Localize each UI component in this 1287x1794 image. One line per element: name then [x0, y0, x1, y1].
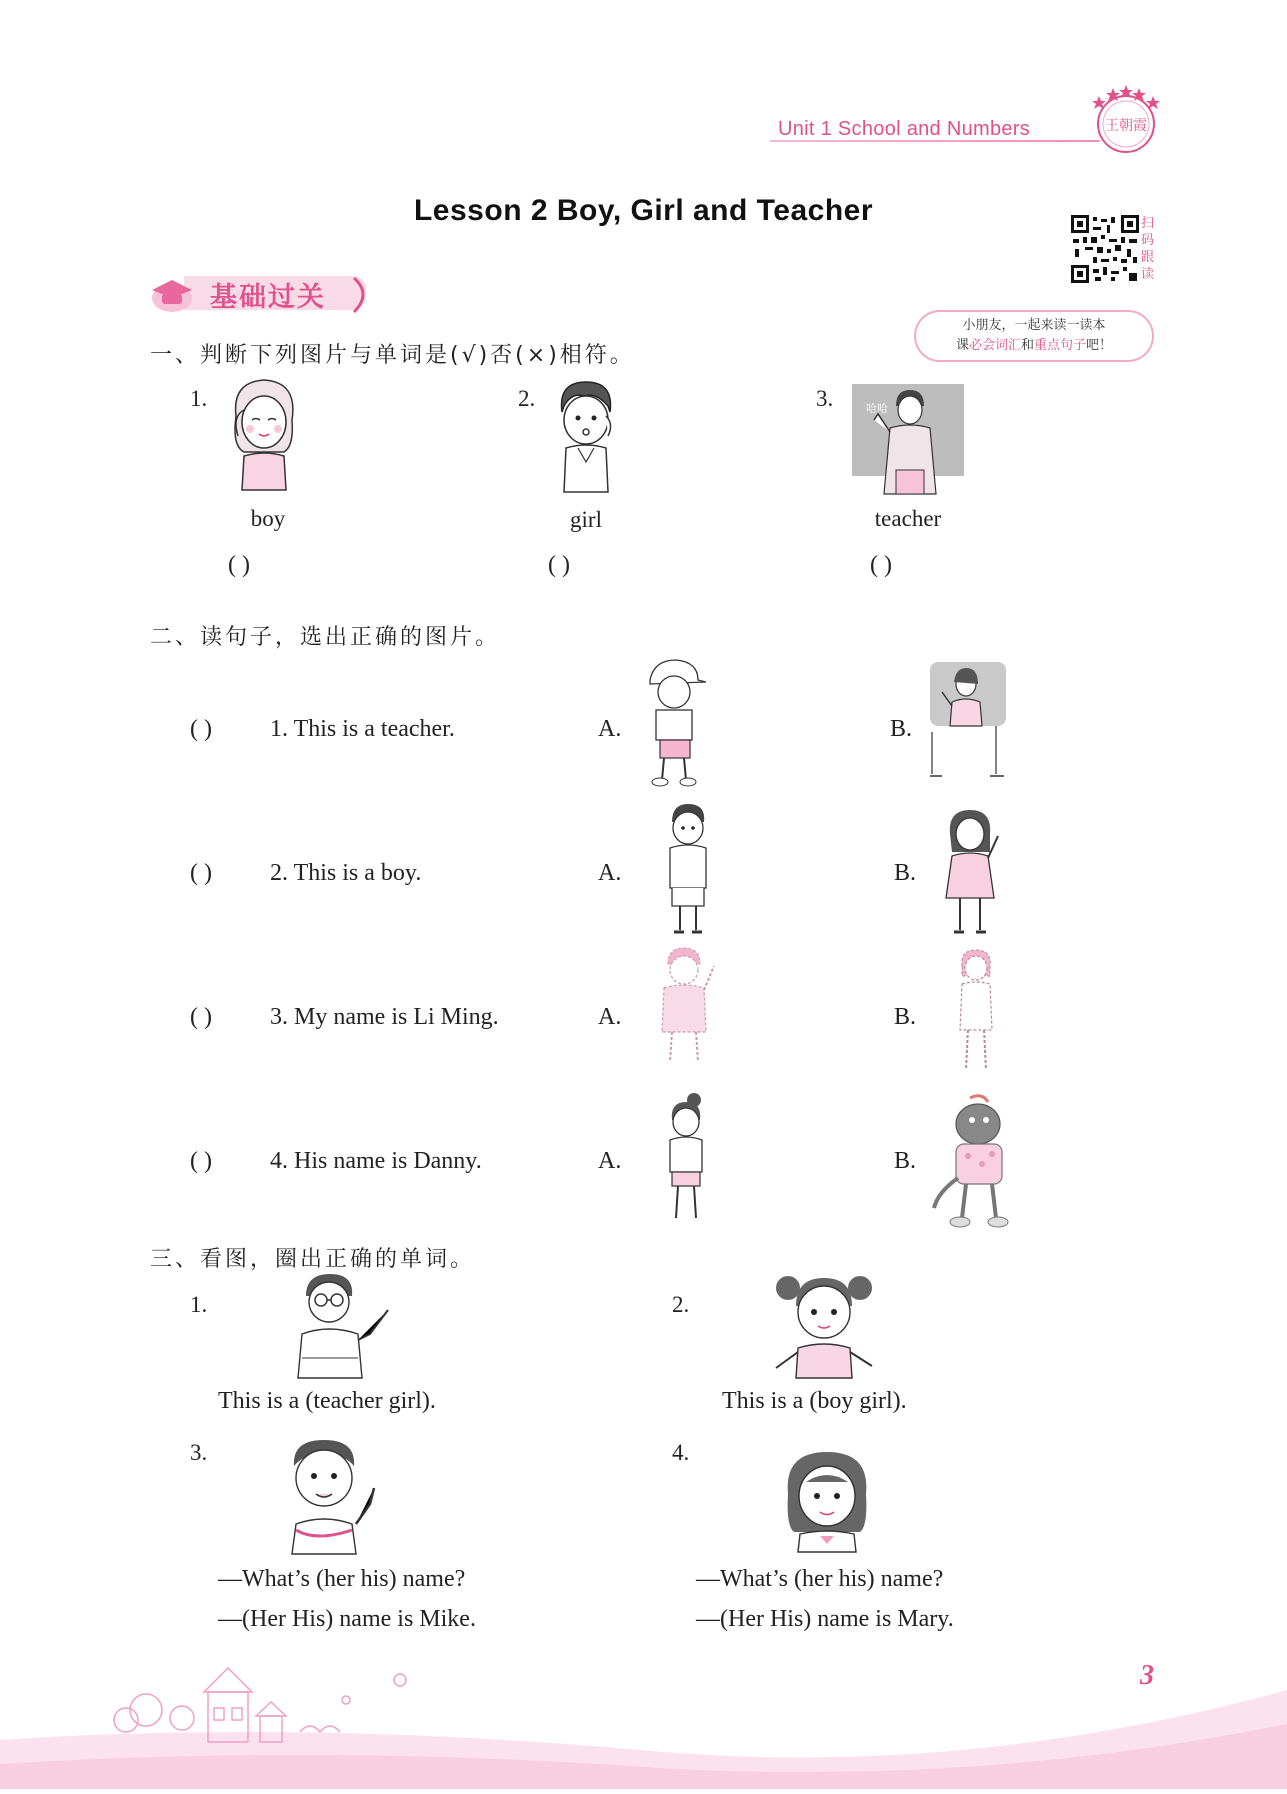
- part2-item4-option-b[interactable]: B.: [894, 1148, 917, 1174]
- part3-item1-sentence[interactable]: This is a (teacher girl).: [218, 1388, 436, 1414]
- part1-item2-word: girl: [570, 507, 602, 532]
- girl-picture: [226, 376, 302, 492]
- part3-item4-number: 4.: [672, 1440, 690, 1465]
- part1-item3-number: 3.: [816, 386, 834, 411]
- part2-item1-answer[interactable]: ( ): [190, 716, 212, 742]
- part2-item3-sentence: 3. My name is Li Ming.: [270, 1004, 499, 1030]
- publisher-logo: [1085, 80, 1167, 156]
- part2-item1-option-b[interactable]: B.: [890, 716, 913, 742]
- dinosaur-picture: [930, 1092, 1024, 1230]
- part3-item2-sentence[interactable]: This is a (boy girl).: [722, 1388, 907, 1414]
- part2-item4-answer[interactable]: ( ): [190, 1148, 212, 1174]
- part1-item1-word: boy: [250, 506, 286, 531]
- section-badge-label: 基础过关: [210, 282, 326, 313]
- girl-with-bun-picture: [658, 1092, 714, 1226]
- tip-bubble: [914, 310, 1154, 362]
- footer-decoration: [0, 1640, 1287, 1789]
- part2-heading: 二、读句子，选出正确的图片。: [150, 625, 501, 650]
- header-divider: [770, 140, 1100, 142]
- part1-item1-number: 1.: [190, 386, 208, 411]
- boy-standing-picture: [660, 802, 716, 938]
- part3-item4-question[interactable]: —What’s (her his) name?: [696, 1566, 944, 1592]
- part1-item3-answer[interactable]: ( ): [870, 552, 892, 578]
- part2-item1-sentence: 1. This is a teacher.: [270, 716, 455, 742]
- qr-scan-label: 扫码跟读: [1141, 216, 1155, 282]
- boy-in-pink-picture: [650, 946, 722, 1070]
- part1-item3-word: teacher: [874, 506, 942, 531]
- section-badge: [146, 268, 376, 318]
- girl-waving-picture: [938, 806, 1004, 940]
- part2-item2-answer[interactable]: ( ): [190, 860, 212, 886]
- part1-item2-answer[interactable]: ( ): [548, 552, 570, 578]
- teacher-with-pointer-picture: [296, 1272, 392, 1380]
- girl-with-pigtails-picture: [774, 1272, 874, 1380]
- boy-with-cap-picture: [640, 656, 706, 788]
- part3-item3-number: 3.: [190, 1440, 208, 1465]
- part2-item2-option-b[interactable]: B.: [894, 860, 917, 886]
- part2-item2-sentence: 2. This is a boy.: [270, 860, 422, 886]
- part2-item3-answer[interactable]: ( ): [190, 1004, 212, 1030]
- part3-item1-number: 1.: [190, 1292, 208, 1317]
- part3-item4-answer[interactable]: —(Her His) name is Mary.: [696, 1606, 954, 1632]
- part2-item2-option-a[interactable]: A.: [598, 860, 622, 886]
- tip-line-2: 课必会词汇和重点句子吧！: [955, 338, 1113, 353]
- part1-item1-answer[interactable]: ( ): [228, 552, 250, 578]
- teacher-picture: [852, 384, 964, 496]
- header-unit-title: Unit 1 School and Numbers: [778, 118, 1031, 140]
- part2-item1-option-a[interactable]: A.: [598, 716, 622, 742]
- boy-picture: [548, 376, 624, 494]
- boy-pointing-picture: [286, 1438, 384, 1556]
- tip-line-1: 小朋友，一起来读一读本: [962, 318, 1106, 333]
- teacher-at-board-picture: [930, 662, 1006, 782]
- page-number: 3: [1140, 1660, 1154, 1691]
- part2-item3-option-b[interactable]: B.: [894, 1004, 917, 1030]
- part2-item3-option-a[interactable]: A.: [598, 1004, 622, 1030]
- part2-item4-sentence: 4. His name is Danny.: [270, 1148, 482, 1174]
- qr-code-image[interactable]: [1071, 215, 1139, 283]
- part2-item4-option-a[interactable]: A.: [598, 1148, 622, 1174]
- part1-item2-number: 2.: [518, 386, 536, 411]
- part1-heading: 一、判断下列图片与单词是(√)否(×)相符。: [150, 343, 635, 368]
- girl-smiling-picture: [782, 1448, 872, 1554]
- part3-item3-answer[interactable]: —(Her His) name is Mike.: [218, 1606, 476, 1632]
- lesson-title: Lesson 2 Boy, Girl and Teacher: [413, 194, 874, 227]
- svg-text:哈哈: 哈哈: [866, 402, 888, 415]
- part3-item3-question[interactable]: —What’s (her his) name?: [218, 1566, 466, 1592]
- svg-text:王朝霞: 王朝霞: [1105, 118, 1147, 134]
- part3-heading: 三、看图，圈出正确的单词。: [150, 1247, 476, 1272]
- part3-item2-number: 2.: [672, 1292, 690, 1317]
- girl-standing-picture: [950, 946, 1000, 1078]
